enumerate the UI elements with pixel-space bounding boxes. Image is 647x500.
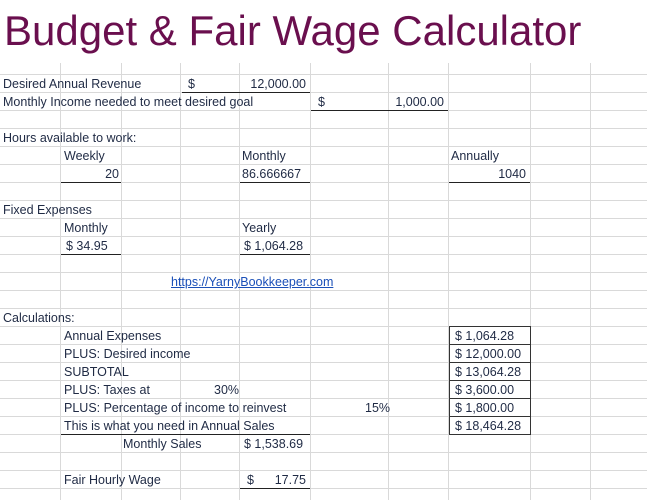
gridline <box>0 326 647 327</box>
gridline <box>0 236 647 237</box>
calc-result-cell[interactable] <box>449 326 531 345</box>
gridline <box>0 92 647 93</box>
gridline <box>0 272 647 273</box>
cell-underline <box>61 182 121 183</box>
tax-rate-input[interactable]: 30% <box>214 383 240 397</box>
gridline <box>0 74 647 75</box>
weekly-label: Weekly <box>64 149 105 163</box>
page-title: Budget & Fair Wage Calculator <box>4 7 582 54</box>
calc-result-cell[interactable] <box>449 362 531 381</box>
subtotal-label: SUBTOTAL <box>64 365 129 379</box>
currency-symbol: $ <box>318 95 325 109</box>
monthly-sales-label: Monthly Sales <box>123 437 202 451</box>
desired-annual-revenue-input[interactable]: 12,000.00 <box>250 77 306 91</box>
gridline <box>0 164 647 165</box>
gridline <box>0 416 647 417</box>
monthly-label: Monthly <box>242 149 286 163</box>
reinvest-rate-input[interactable]: 15% <box>365 401 391 415</box>
gridline <box>0 128 647 129</box>
gridline <box>0 362 647 363</box>
weekly-hours-input[interactable]: 20 <box>105 167 119 181</box>
annual-sales-label: This is what you need in Annual Sales <box>64 419 275 433</box>
calc-result-cell[interactable] <box>449 344 531 363</box>
gridline <box>0 290 647 291</box>
cell-underline <box>61 254 121 255</box>
monthly-income-value[interactable]: 1,000.00 <box>395 95 444 109</box>
yarny-bookkeeper-link[interactable]: https://YarnyBookkeeper.com <box>171 275 334 289</box>
calc-result-cell[interactable] <box>449 416 531 435</box>
gridline <box>0 398 647 399</box>
monthly-sales-value[interactable]: $ 1,538.69 <box>244 437 304 451</box>
fair-hourly-wage-label: Fair Hourly Wage <box>64 473 161 487</box>
fixed-yearly-label: Yearly <box>242 221 277 235</box>
gridline <box>0 308 647 309</box>
gridline <box>388 0 389 500</box>
gridline <box>0 452 647 453</box>
gridline <box>0 218 647 219</box>
fixed-monthly-label: Monthly <box>64 221 108 235</box>
annual-sales-value: $ 18,464.28 <box>455 419 522 433</box>
currency-symbol: $ <box>247 473 254 487</box>
gridline <box>0 470 647 471</box>
cell-underline <box>311 110 448 111</box>
cell-underline <box>240 182 310 183</box>
reinvest-value: $ 1,800.00 <box>455 401 515 415</box>
monthly-hours-value[interactable]: 86.666667 <box>242 167 302 181</box>
gridline <box>0 200 647 201</box>
fair-hourly-wage-value[interactable]: 17.75 <box>274 473 306 487</box>
taxes-value: $ 3,600.00 <box>455 383 515 397</box>
fixed-expenses-heading: Fixed Expenses <box>3 203 92 217</box>
calc-result-cell[interactable] <box>449 380 531 399</box>
monthly-income-label: Monthly Income needed to meet desired goal <box>3 95 254 109</box>
currency-symbol: $ <box>188 77 195 91</box>
taxes-label: PLUS: Taxes at <box>64 383 150 397</box>
cell-underline <box>240 488 310 489</box>
desired-annual-revenue-label: Desired Annual Revenue <box>3 77 142 91</box>
reinvest-label: PLUS: Percentage of income to reinvest <box>64 401 287 415</box>
gridline <box>0 344 647 345</box>
title-cell[interactable] <box>0 0 647 63</box>
fixed-yearly-value[interactable]: $ 1,064.28 <box>244 239 304 253</box>
annual-hours-value[interactable]: 1040 <box>498 167 526 181</box>
subtotal-value: $ 13,064.28 <box>455 365 522 379</box>
cell-underline <box>61 434 310 435</box>
desired-income-label: PLUS: Desired income <box>64 347 191 361</box>
gridline <box>0 146 647 147</box>
cell-underline <box>240 254 310 255</box>
hours-heading: Hours available to work: <box>3 131 137 145</box>
fixed-monthly-input[interactable]: $ 34.95 <box>66 239 108 253</box>
gridline <box>0 488 647 489</box>
calculations-heading: Calculations: <box>3 311 75 325</box>
annual-expenses-label: Annual Expenses <box>64 329 162 343</box>
cell-underline <box>182 92 310 93</box>
annual-expenses-value: $ 1,064.28 <box>455 329 515 343</box>
cell-underline <box>449 182 530 183</box>
gridline <box>310 0 311 500</box>
calc-result-cell[interactable] <box>449 398 531 417</box>
gridline <box>60 0 61 500</box>
gridline <box>0 380 647 381</box>
gridline <box>590 0 591 500</box>
desired-income-value: $ 12,000.00 <box>455 347 522 361</box>
annually-label: Annually <box>451 149 499 163</box>
